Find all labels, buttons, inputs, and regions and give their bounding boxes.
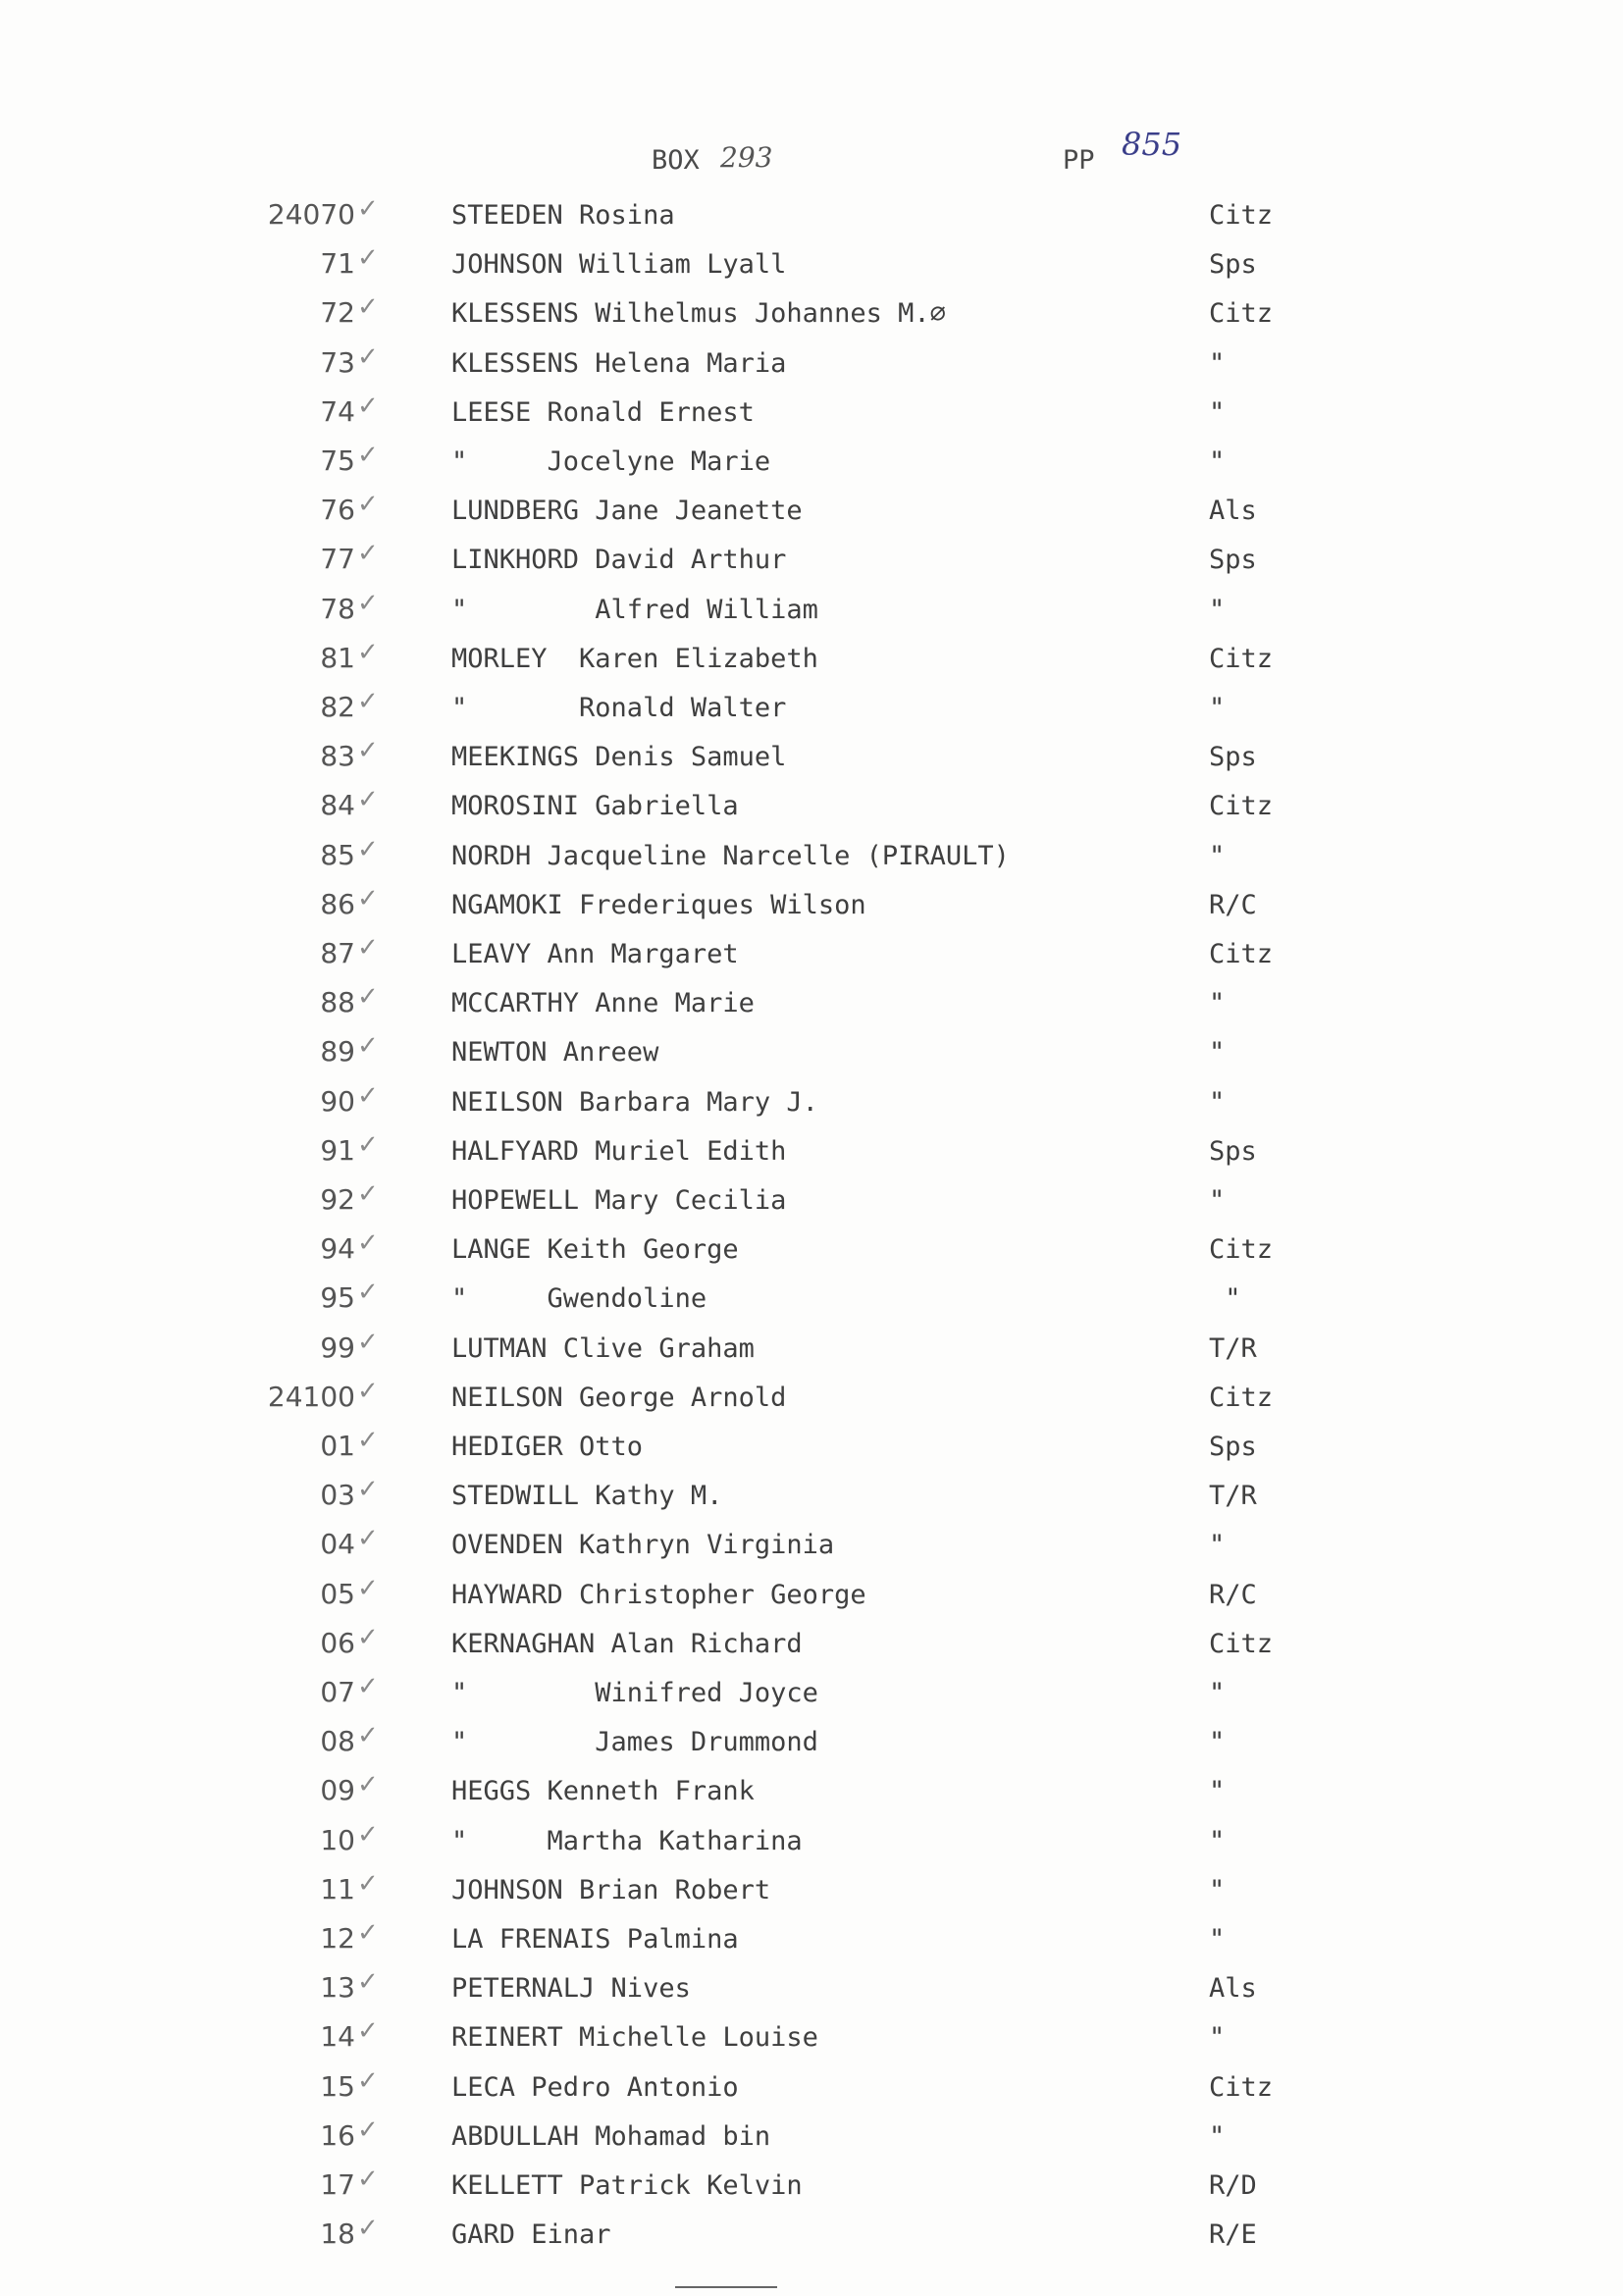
entry-status: " [1209, 397, 1226, 428]
entry-number: 24070 [267, 198, 355, 231]
entry-status: " [1209, 693, 1226, 723]
entry-name: HALFYARD Muriel Edith [451, 1136, 787, 1167]
entry-number: 99 [320, 1331, 355, 1364]
entry-status: " [1209, 1283, 1241, 1314]
checkmark-icon: ✓ [357, 490, 379, 519]
entry-number: 17 [320, 2168, 355, 2201]
entry-name: NEILSON George Arnold [451, 1383, 787, 1413]
entry-status: Citz [1209, 939, 1274, 969]
checkmark-icon: ✓ [357, 1228, 379, 1258]
entry-row [0, 1670, 1623, 1719]
entry-name: LUNDBERG Jane Jeanette [451, 496, 803, 526]
checkmark-icon: ✓ [357, 1377, 379, 1406]
entry-number: 85 [320, 839, 355, 871]
pp-label: PP [1063, 145, 1095, 176]
entry-row [0, 1326, 1623, 1375]
entry-name: STEDWILL Kathy M. [451, 1481, 723, 1511]
entry-name: NEWTON Anreew [451, 1037, 659, 1068]
entry-row [0, 1029, 1623, 1078]
checkmark-icon: ✓ [357, 1081, 379, 1111]
entry-name: OVENDEN Kathryn Virginia [451, 1530, 835, 1560]
entry-row [0, 1276, 1623, 1325]
checkmark-icon: ✓ [357, 1574, 379, 1603]
entry-name: MCCARTHY Anne Marie [451, 988, 755, 1018]
entry-row [0, 192, 1623, 241]
entry-name: REINERT Michelle Louise [451, 2022, 818, 2053]
entry-number: 82 [320, 691, 355, 723]
checkmark-icon: ✓ [357, 884, 379, 913]
entry-number: 04 [320, 1528, 355, 1560]
entry-number: 06 [320, 1627, 355, 1659]
entry-status: " [1209, 1185, 1226, 1216]
entry-number: 05 [320, 1578, 355, 1610]
entry-row [0, 439, 1623, 488]
entry-row [0, 833, 1623, 882]
checkmark-icon: ✓ [357, 736, 379, 765]
checkmark-icon: ✓ [357, 194, 379, 224]
checkmark-icon: ✓ [357, 1869, 379, 1899]
entry-status: " [1209, 1924, 1226, 1955]
entry-number: 73 [320, 346, 355, 379]
entry-status: Als [1209, 1973, 1257, 2004]
entry-number: 76 [320, 494, 355, 526]
entry-name: NGAMOKI Frederiques Wilson [451, 890, 866, 920]
entry-number: 91 [320, 1134, 355, 1167]
entry-status: " [1209, 1037, 1226, 1068]
entry-number: 88 [320, 986, 355, 1018]
checkmark-icon: ✓ [357, 1672, 379, 1701]
entry-row [0, 1375, 1623, 1424]
checkmark-icon: ✓ [357, 982, 379, 1012]
entry-status: " [1209, 988, 1226, 1018]
entry-row [0, 1128, 1623, 1177]
entry-name: STEEDEN Rosina [451, 200, 675, 231]
entry-number: 16 [320, 2119, 355, 2152]
entry-status: T/R [1209, 1481, 1257, 1511]
entry-name: HOPEWELL Mary Cecilia [451, 1185, 787, 1216]
entry-status: Citz [1209, 200, 1274, 231]
checkmark-icon: ✓ [357, 243, 379, 273]
entry-row [0, 241, 1623, 290]
entry-number: 07 [320, 1676, 355, 1708]
entry-name: KELLETT Patrick Kelvin [451, 2170, 803, 2201]
checkmark-icon: ✓ [357, 539, 379, 568]
entry-name: LA FRENAIS Palmina [451, 1924, 739, 1955]
checkmark-icon: ✓ [357, 1967, 379, 1997]
entry-status: " [1209, 841, 1226, 871]
entry-status: Citz [1209, 644, 1274, 674]
entry-row [0, 1572, 1623, 1621]
entry-status: Citz [1209, 791, 1274, 821]
checkmark-icon: ✓ [357, 391, 379, 421]
entry-status: R/C [1209, 890, 1257, 920]
checkmark-icon: ✓ [357, 2165, 379, 2194]
entry-row [0, 636, 1623, 685]
entry-row [0, 587, 1623, 636]
entry-name: LEAVY Ann Margaret [451, 939, 739, 969]
entry-row [0, 2212, 1623, 2261]
entry-status: Citz [1209, 298, 1274, 329]
entry-status: T/R [1209, 1333, 1257, 1364]
entry-status: " [1209, 1776, 1226, 1806]
entry-status: Sps [1209, 545, 1257, 575]
entry-row [0, 1719, 1623, 1768]
entry-name: KLESSENS Wilhelmus Johannes M.∅ [451, 298, 946, 329]
checkmark-icon: ✓ [357, 2066, 379, 2096]
entry-row [0, 882, 1623, 931]
entry-number: 74 [320, 395, 355, 428]
entry-status: " [1209, 1530, 1226, 1560]
entry-number: 94 [320, 1232, 355, 1265]
entry-row [0, 1473, 1623, 1522]
entry-number: 87 [320, 937, 355, 969]
entry-number: 08 [320, 1725, 355, 1757]
entry-number: 09 [320, 1774, 355, 1806]
entry-name: GARD Einar [451, 2219, 611, 2250]
entry-row [0, 1867, 1623, 1916]
entry-name: MORLEY Karen Elizabeth [451, 644, 818, 674]
entry-status: R/E [1209, 2219, 1257, 2250]
entry-name: MOROSINI Gabriella [451, 791, 739, 821]
entry-status: " [1209, 1678, 1226, 1708]
entry-number: 81 [320, 642, 355, 674]
entry-number: 24100 [267, 1381, 355, 1413]
entry-status: " [1209, 1826, 1226, 1856]
entry-row [0, 1079, 1623, 1128]
entry-name: LUTMAN Clive Graham [451, 1333, 755, 1364]
entry-row [0, 2163, 1623, 2212]
entry-row [0, 2064, 1623, 2113]
entry-number: 18 [320, 2218, 355, 2250]
box-number-handwritten: 293 [720, 141, 773, 174]
entry-number: 89 [320, 1035, 355, 1068]
entry-status: Als [1209, 496, 1257, 526]
entry-number: 03 [320, 1479, 355, 1511]
entry-number: 95 [320, 1281, 355, 1314]
entry-status: Sps [1209, 742, 1257, 772]
entry-status: " [1209, 348, 1226, 379]
entry-name: NEILSON Barbara Mary J. [451, 1087, 818, 1118]
entry-name: " Martha Katharina [451, 1826, 803, 1856]
entry-row [0, 1965, 1623, 2014]
entry-row [0, 783, 1623, 832]
entry-status: Sps [1209, 1432, 1257, 1462]
entry-number: 86 [320, 888, 355, 920]
checkmark-icon: ✓ [357, 1524, 379, 1553]
entry-name: KERNAGHAN Alan Richard [451, 1629, 803, 1659]
entry-name: LINKHORD David Arthur [451, 545, 787, 575]
end-rule [675, 2286, 777, 2288]
checkmark-icon: ✓ [357, 1278, 379, 1307]
entry-status: Citz [1209, 1234, 1274, 1265]
entry-row [0, 537, 1623, 586]
entry-status: " [1209, 595, 1226, 625]
checkmark-icon: ✓ [357, 589, 379, 618]
entry-name: JOHNSON William Lyall [451, 249, 787, 280]
checkmark-icon: ✓ [357, 441, 379, 470]
entry-name: " Alfred William [451, 595, 818, 625]
entry-name: " James Drummond [451, 1727, 818, 1757]
entry-name: " Winifred Joyce [451, 1678, 818, 1708]
checkmark-icon: ✓ [357, 1623, 379, 1652]
entry-status: " [1209, 2022, 1226, 2053]
entry-status: " [1209, 1087, 1226, 1118]
entry-row [0, 685, 1623, 734]
checkmark-icon: ✓ [357, 687, 379, 716]
entry-row [0, 1226, 1623, 1276]
entry-status: Citz [1209, 1629, 1274, 1659]
entry-row [0, 734, 1623, 783]
entry-row [0, 2113, 1623, 2163]
checkmark-icon: ✓ [357, 835, 379, 864]
entry-number: 13 [320, 1971, 355, 2004]
entry-row [0, 931, 1623, 980]
entry-number: 72 [320, 296, 355, 329]
checkmark-icon: ✓ [357, 1721, 379, 1750]
entry-status: Citz [1209, 2072, 1274, 2103]
entry-row [0, 390, 1623, 439]
checkmark-icon: ✓ [357, 1179, 379, 1209]
box-label: BOX [652, 145, 700, 176]
entry-row [0, 290, 1623, 339]
entry-row [0, 1424, 1623, 1473]
checkmark-icon: ✓ [357, 1820, 379, 1850]
entry-name: JOHNSON Brian Robert [451, 1875, 771, 1905]
entry-row [0, 1818, 1623, 1867]
entry-name: PETERNALJ Nives [451, 1973, 691, 2004]
entry-status: R/D [1209, 2170, 1257, 2201]
entry-name: " Ronald Walter [451, 693, 787, 723]
entry-name: HEDIGER Otto [451, 1432, 644, 1462]
checkmark-icon: ✓ [357, 1031, 379, 1061]
checkmark-icon: ✓ [357, 2016, 379, 2046]
checkmark-icon: ✓ [357, 342, 379, 372]
entry-number: 14 [320, 2020, 355, 2053]
entry-name: LEESE Ronald Ernest [451, 397, 755, 428]
checkmark-icon: ✓ [357, 1130, 379, 1160]
pp-number-handwritten: 855 [1122, 126, 1182, 163]
entry-status: " [1209, 446, 1226, 477]
checkmark-icon: ✓ [357, 1475, 379, 1504]
entry-status: " [1209, 1727, 1226, 1757]
entry-number: 10 [320, 1824, 355, 1856]
entry-number: 77 [320, 543, 355, 575]
entry-status: Sps [1209, 1136, 1257, 1167]
entry-row [0, 2014, 1623, 2063]
entry-status: R/C [1209, 1580, 1257, 1610]
checkmark-icon: ✓ [357, 2115, 379, 2145]
entry-name: HAYWARD Christopher George [451, 1580, 866, 1610]
entry-number: 12 [320, 1922, 355, 1955]
checkmark-icon: ✓ [357, 2214, 379, 2243]
entry-name: LANGE Keith George [451, 1234, 739, 1265]
entry-status: " [1209, 1875, 1226, 1905]
entry-number: 15 [320, 2070, 355, 2103]
entry-number: 84 [320, 789, 355, 821]
entry-name: HEGGS Kenneth Frank [451, 1776, 755, 1806]
entry-row [0, 1621, 1623, 1670]
entry-status: " [1209, 2121, 1226, 2152]
checkmark-icon: ✓ [357, 292, 379, 322]
checkmark-icon: ✓ [357, 638, 379, 667]
entry-name: ABDULLAH Mohamad bin [451, 2121, 771, 2152]
entry-number: 78 [320, 593, 355, 625]
entry-name: " Gwendoline [451, 1283, 707, 1314]
entry-name: MEEKINGS Denis Samuel [451, 742, 787, 772]
entry-number: 90 [320, 1085, 355, 1118]
entry-row [0, 1522, 1623, 1571]
entry-number: 11 [320, 1873, 355, 1905]
entry-number: 92 [320, 1183, 355, 1216]
entry-name: " Jocelyne Marie [451, 446, 771, 477]
entry-status: Citz [1209, 1383, 1274, 1413]
checkmark-icon: ✓ [357, 1426, 379, 1455]
entry-row [0, 340, 1623, 390]
entry-number: 75 [320, 444, 355, 477]
entry-row [0, 1768, 1623, 1817]
entry-name: LECA Pedro Antonio [451, 2072, 739, 2103]
entry-number: 83 [320, 740, 355, 772]
entry-number: 71 [320, 247, 355, 280]
checkmark-icon: ✓ [357, 1918, 379, 1948]
checkmark-icon: ✓ [357, 1770, 379, 1800]
checkmark-icon: ✓ [357, 1328, 379, 1357]
entry-row [0, 1916, 1623, 1965]
entry-number: 01 [320, 1430, 355, 1462]
entry-name: NORDH Jacqueline Narcelle (PIRAULT) [451, 841, 1010, 871]
entry-row [0, 1177, 1623, 1226]
entry-status: Sps [1209, 249, 1257, 280]
entry-name: KLESSENS Helena Maria [451, 348, 787, 379]
entry-row [0, 488, 1623, 537]
checkmark-icon: ✓ [357, 785, 379, 814]
entry-row [0, 980, 1623, 1029]
checkmark-icon: ✓ [357, 933, 379, 963]
